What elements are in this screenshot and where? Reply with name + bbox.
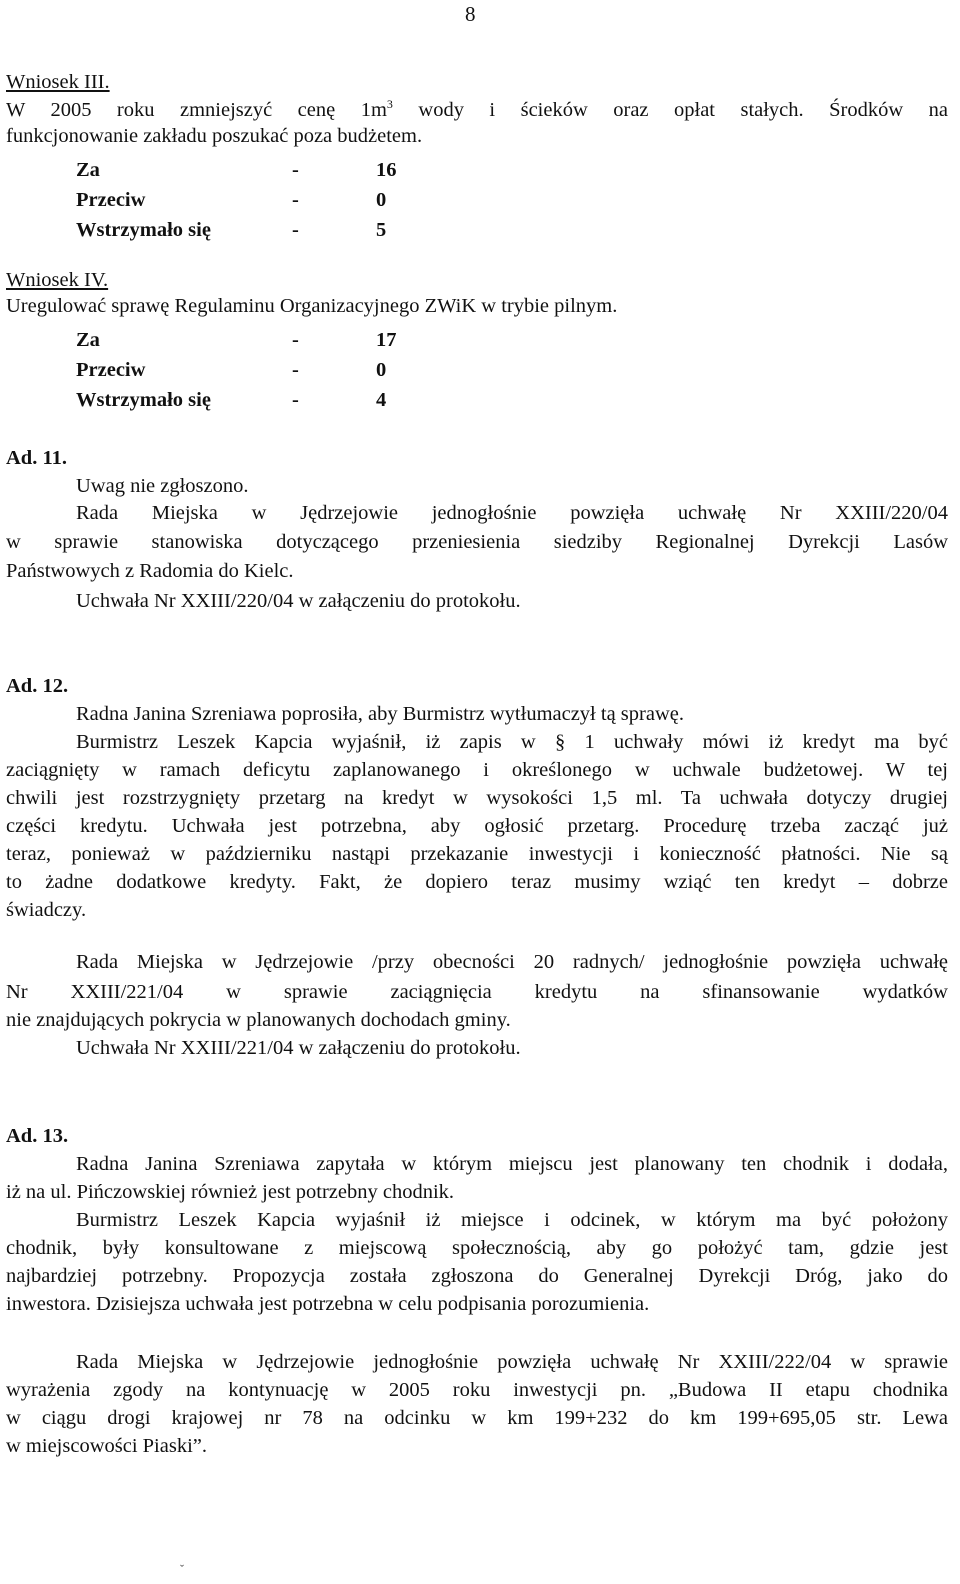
ad-12-heading: Ad. 12. xyxy=(6,675,69,697)
paragraph-line: chwili jest rozstrzygnięty przetarg na kredyt w wysokości 1,5 ml. Ta uchwała dotyczy drugiej xyxy=(6,787,948,809)
wniosek-3-line-1: W 2005 roku zmniejszyć cenę $1m^3$ wody i ścieków oraz opłat stałych. Środków na xyxy=(6,97,948,121)
paragraph-line: Uwag nie zgłoszono. xyxy=(76,475,249,497)
vote-label: Przeciw xyxy=(76,359,146,381)
paragraph-line: teraz, ponieważ w październiku nastąpi przekazanie inwestycji i konieczność płatności. Nie są xyxy=(6,843,948,865)
vote-value: 16 xyxy=(376,159,397,181)
vote-dash: - xyxy=(292,219,299,241)
wniosek-3-heading: Wniosek III. xyxy=(6,71,110,93)
vote-label: Wstrzymało się xyxy=(76,219,211,241)
paragraph-line: w miejscowości Piaski”. xyxy=(6,1435,207,1457)
paragraph-line: najbardziej potrzebny. Propozycja została zgłoszona do Generalnej Dyrekcji Dróg, jako do xyxy=(6,1265,948,1287)
paragraph-line: to żadne dodatkowe kredyty. Fakt, że dopiero teraz musimy wziąć ten kredyt – dobrze xyxy=(6,871,948,893)
vote-label: Przeciw xyxy=(76,189,146,211)
paragraph-line: wyrażenia zgody na kontynuację w 2005 roku inwestycji pn. „Budowa II etapu chodnika xyxy=(6,1379,948,1401)
vote-label: Wstrzymało się xyxy=(76,389,211,411)
ad-11-heading: Ad. 11. xyxy=(6,447,67,469)
paragraph-line: chodnik, były konsultowane z miejscową społecznością, aby go położyć tam, gdzie jest xyxy=(6,1237,948,1259)
paragraph-line: inwestora. Dzisiejsza uchwała jest potrzebna w celu podpisania porozumienia. xyxy=(6,1293,650,1315)
paragraph-line: nie znajdujących pokrycia w planowanych dochodach gminy. xyxy=(6,1009,511,1031)
vote-value: 4 xyxy=(376,389,387,411)
vote-value: 0 xyxy=(376,189,387,211)
vote-value: 5 xyxy=(376,219,387,241)
paragraph-line: Burmistrz Leszek Kapcia wyjaśnił iż miejsce i odcinek, w którym ma być położony xyxy=(76,1209,948,1231)
paragraph-line: Rada Miejska w Jędrzejowie jednogłośnie powzięła uchwałę Nr XXIII/220/04 xyxy=(76,502,948,524)
paragraph-line: Rada Miejska w Jędrzejowie jednogłośnie powzięła uchwałę Nr XXIII/222/04 w sprawie xyxy=(76,1351,948,1373)
wniosek-4-line-1: Uregulować sprawę Regulaminu Organizacyjnego ZWiK w trybie pilnym. xyxy=(6,295,618,317)
page-number: 8 xyxy=(465,2,476,26)
wniosek-3-line-2: funkcjonowanie zakładu poszukać poza budżetem. xyxy=(6,125,423,147)
paragraph-line: Państwowych z Radomia do Kielc. xyxy=(6,560,294,582)
vote-label: Za xyxy=(76,329,100,351)
paragraph-line: w ciągu drogi krajowej nr 78 na odcinku w km 199+232 do km 199+695,05 str. Lewa xyxy=(6,1407,948,1429)
paragraph-line: w sprawie stanowiska dotyczącego przeniesienia siedziby Regionalnej Dyrekcji Lasów xyxy=(6,531,948,553)
paragraph-line: zaciągnięty w ramach deficytu zaplanowanego i określonego w uchwale budżetowej. W tej xyxy=(6,759,948,781)
vote-label: Za xyxy=(76,159,100,181)
vote-dash: - xyxy=(292,329,299,351)
vote-dash: - xyxy=(292,189,299,211)
paragraph-line: części kredytu. Uchwała jest potrzebna, aby ogłosić przetarg. Procedurę trzeba zacząć już xyxy=(6,815,948,837)
paragraph-line: Radna Janina Szreniawa zapytała w którym miejscu jest planowany ten chodnik i dodała, xyxy=(76,1153,948,1175)
wniosek-4-heading: Wniosek IV. xyxy=(6,269,109,291)
paragraph-line: Radna Janina Szreniawa poprosiła, aby Burmistrz wytłumaczył tą sprawę. xyxy=(76,703,684,725)
vote-dash: - xyxy=(292,359,299,381)
paragraph-line: Nr XXIII/221/04 w sprawie zaciągnięcia kredytu na sfinansowanie wydatków xyxy=(6,981,948,1003)
paragraph-line: iż na ul. Pińczowskiej również jest potrzebny chodnik. xyxy=(6,1181,455,1203)
vote-dash: - xyxy=(292,389,299,411)
vote-value: 17 xyxy=(376,329,397,351)
paragraph-line: Burmistrz Leszek Kapcia wyjaśnił, iż zapis w § 1 uchwały mówi iż kredyt ma być xyxy=(76,731,948,753)
scan-mark-decoration: ˇ xyxy=(180,1562,184,1576)
paragraph-line: Uchwała Nr XXIII/221/04 w załączeniu do protokołu. xyxy=(76,1037,521,1059)
paragraph-line: świadczy. xyxy=(6,899,87,921)
vote-value: 0 xyxy=(376,359,387,381)
vote-dash: - xyxy=(292,159,299,181)
paragraph-line: Uchwała Nr XXIII/220/04 w załączeniu do protokołu. xyxy=(76,590,521,612)
ad-13-heading: Ad. 13. xyxy=(6,1125,69,1147)
paragraph-line: Rada Miejska w Jędrzejowie /przy obecności 20 radnych/ jednogłośnie powzięła uchwałę xyxy=(76,951,948,973)
